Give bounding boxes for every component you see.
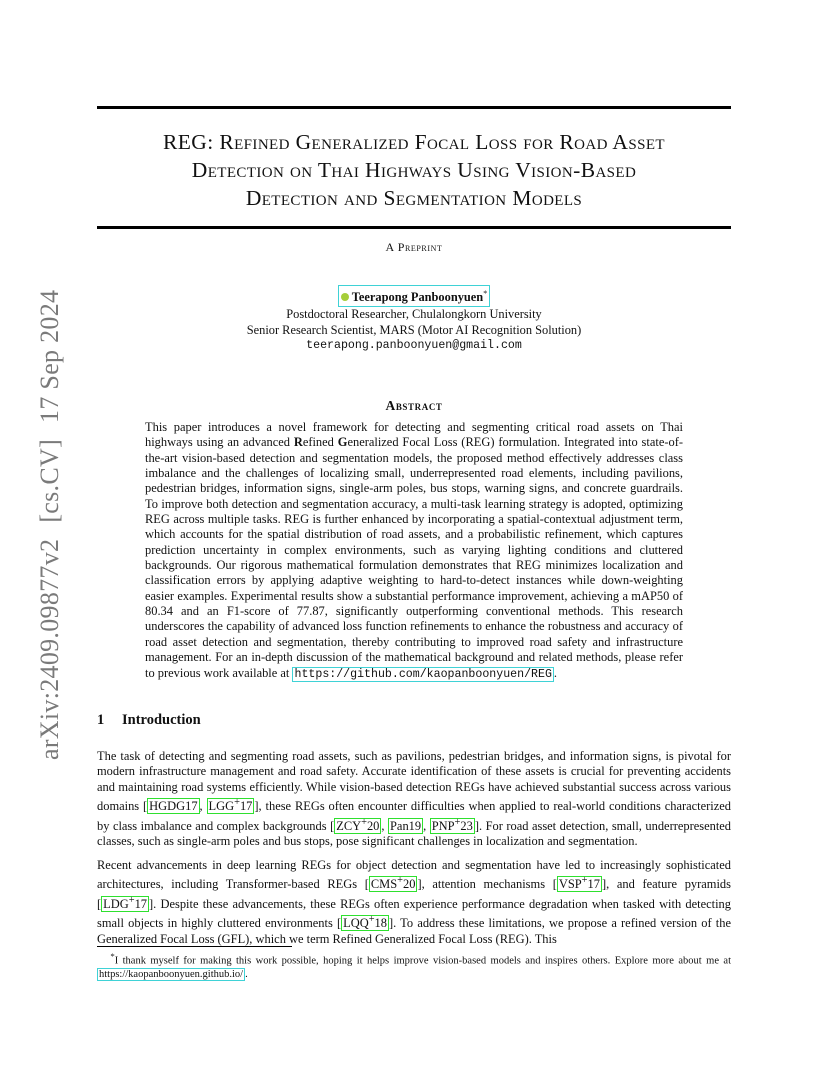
citation-link[interactable]: LQQ+18	[343, 914, 387, 931]
homepage-link[interactable]: https://kaopanboonyuen.github.io/	[99, 969, 244, 980]
arxiv-stamp	[35, 290, 65, 760]
abstract-text	[145, 420, 683, 682]
text-segment: The task of detecting and segmenting road assets, such as pavilions, pedestrian bridges, and information signs, is pivotal for modern infrastructure management and road safety. Accurate identification of these assets is crucial for preventing accidents and maintaining road systems efficiently. While vision-based detection REGs have achieved substantial success across various domains [	[97, 749, 731, 814]
title-top-rule	[97, 106, 731, 109]
citation-link[interactable]: ZCY+20	[336, 816, 380, 833]
text-segment: ], these REGs often encounter difficulties when applied to real-world conditions characterized by class imbalance and complex backgrounds [	[97, 799, 731, 833]
section-title: Introduction	[122, 712, 201, 728]
author-link[interactable]	[338, 285, 490, 307]
title-line: Detection and Segmentation Models	[245, 186, 583, 210]
footnote-end: .	[245, 969, 248, 980]
abstract-segment: .	[553, 665, 558, 680]
citation-link[interactable]: VSP+17	[558, 875, 600, 892]
author-footnote-mark: *	[483, 289, 488, 298]
footnote-text: I thank myself for making this work possible, hoping it helps improve vision-based models and inspires others. Explore more about me at	[114, 955, 731, 967]
citation-link[interactable]: LGG+17	[208, 797, 253, 814]
title-line: Detection on Thai Highways Using Vision-Based	[191, 158, 637, 182]
footnote	[97, 950, 731, 982]
preprint-label: A Preprint	[385, 240, 443, 254]
intro-paragraph-1: The task of detecting and segmenting road assets, such as pavilions, pedestrian bridges, and information signs, is pivotal for modern infrastructure management and road safety. Accurate identification of these assets is crucial for preventing accidents and maintaining road systems efficiently. While vision-based detection REGs have achieved substantial success across various domains [ HGDG17 , LGG+17 ], these REGs often encounter difficulties when applied to real-world conditions characterized by class imbalance and complex backgrounds [ ZCY+20 , Pan19 , PNP+23 ]. For road asset detection, small, underrepresented classes, such as single-arm poles and bus stops, pose significant challenges in localization and segmentation.	[97, 749, 732, 848]
citation-link[interactable]: PNP+23	[431, 816, 473, 833]
author-name: Teerapong Panboonyuen	[351, 290, 484, 304]
abstract-bold-letter: R	[293, 435, 303, 450]
author-affiliation: Senior Research Scientist, MARS (Motor AI Recognition Solution)	[246, 322, 582, 337]
arxiv-category: [cs.CV]	[35, 438, 64, 523]
footnote-mark: *	[110, 951, 115, 961]
citation-link[interactable]: Pan19	[390, 818, 422, 833]
text-segment: ]. To address these limitations, we propose a refined version of the Generalized Focal Loss (GFL), which we term Refined Generalized Focal Loss (REG). This	[97, 916, 731, 946]
author-affiliation: Postdoctoral Researcher, Chulalongkorn University	[286, 306, 542, 321]
section-number: 1	[97, 712, 105, 728]
footnote-rule	[97, 946, 292, 947]
text-segment: ], and feature pyramids [	[97, 877, 731, 911]
abstract-segment: efined	[302, 435, 338, 450]
title-line: REG: Refined Generalized Focal Loss for Road Asset	[163, 130, 665, 154]
arxiv-date: 17 Sep 2024	[35, 289, 64, 423]
paper-title	[97, 128, 731, 212]
citation-link[interactable]: HGDG17	[149, 799, 198, 814]
abstract-segment: eneralized Focal Loss (REG) formulation. Integrated into state-of-the-art vision-based detection and segmentation models, the proposed method effectively addresses class imbalance and the challenges of localizing small, underrepresented road elements, including pavilions, pedestrian bridges, information signs, single-arm poles, bus stops, warning signs, and concrete guardrails. To improve both detection and segmentation accuracy, a multi-task learning strategy is adopted, optimizing REG across multiple tasks. REG is further enhanced by incorporating a spatial-contextual adjustment term, which accounts for the spatial distribution of road assets, and a probabilistic refinement, which captures prediction uncertainty in complex environments, such as varying lighting conditions and cluttered backgrounds. Our rigorous mathematical formulation demonstrates that REG minimizes localization and classification errors by applying adaptive weighting to hard-to-detect instances while down-weighting easier examples. Experimental results show a substantial performance improvement, achieving a mAP50 of 80.34 and an F1-score of 77.87, significantly outperforming conventional methods. This research underscores the capability of advanced loss function refinements to enhance the robustness and accuracy of road asset detection and segmentation, thereby contributing to improved road safety and infrastructure management. For an in-depth discussion of the mathematical background and related methods, please refer to previous work available at	[145, 435, 683, 680]
orcid-icon[interactable]	[341, 293, 349, 301]
arxiv-id: arXiv:2409.09877v2	[35, 538, 64, 760]
author-block	[0, 285, 828, 354]
text-segment: ]. Despite these advancements, these REGs often experience performance degradation when tasked with detecting small objects in highly cluttered environments [	[97, 896, 731, 931]
intro-paragraph-2	[97, 858, 731, 947]
github-link[interactable]: https://github.com/kaopanboonyuen/REG	[294, 667, 552, 681]
abstract-bold-letter: G	[337, 435, 348, 450]
text-segment: ], attention mechanisms [	[417, 877, 557, 892]
author-email[interactable]: teerapong.panboonyuen@gmail.com	[306, 339, 522, 353]
section-heading	[97, 712, 201, 729]
abstract-segment: This paper introduces a novel framework for detecting and segmenting critical road assets on Thai highways using an advanced	[145, 420, 683, 450]
title-bottom-rule	[97, 226, 731, 229]
abstract-heading: Abstract	[385, 398, 443, 413]
citation-link[interactable]: CMS+20	[370, 875, 416, 892]
text-segment: ]. For road asset detection, small, underrepresented classes, such as single-arm poles and bus stops, pose significant challenges in localization and segmentation.	[97, 818, 732, 848]
text-segment: Recent advancements in deep learning REGs for object detection and segmentation have led to increasingly sophisticated architectures, including Transformer-based REGs [	[97, 858, 731, 892]
citation-link[interactable]: LDG+17	[103, 894, 147, 911]
